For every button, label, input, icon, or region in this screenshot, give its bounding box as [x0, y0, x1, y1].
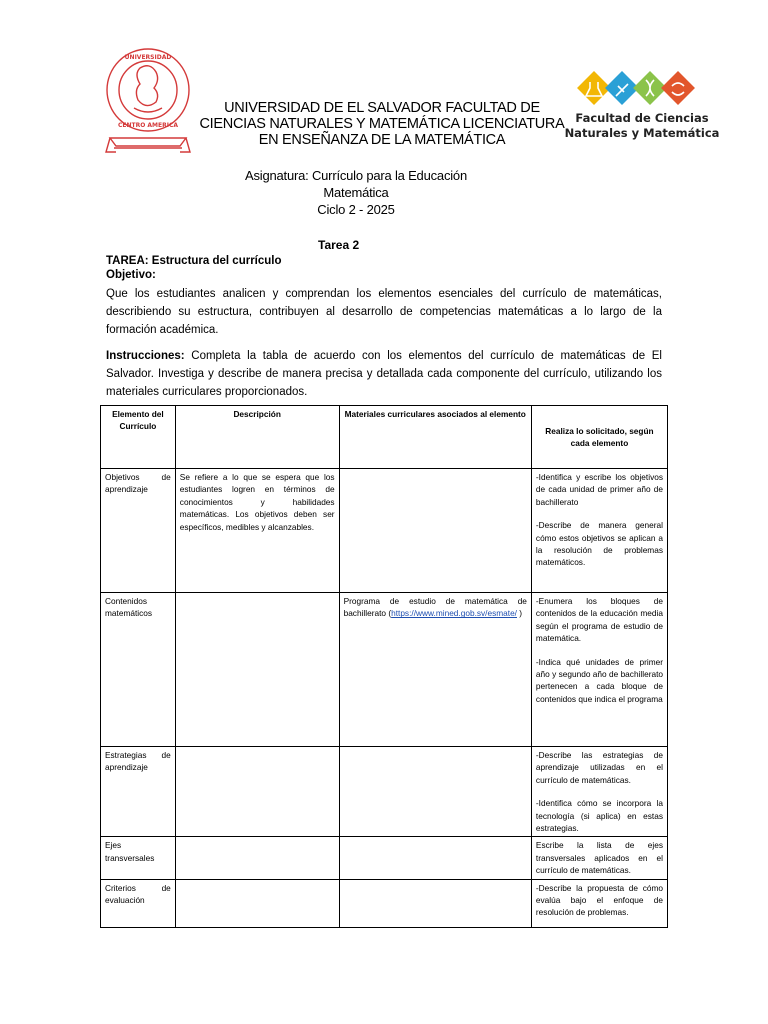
- faculty-name-line1: Facultad de Ciencias: [575, 111, 709, 125]
- header-materials: Materiales curriculares asociados al elemento: [339, 406, 531, 469]
- row-tasks: [531, 593, 667, 747]
- svg-text:UNIVERSIDAD: UNIVERSIDAD: [124, 54, 172, 61]
- row-tasks: [531, 747, 667, 837]
- subject-block: [240, 167, 472, 218]
- task-item: -Describe de manera general cómo estos objetivos se aplican a la resolución de problemas matemáticos.: [535, 520, 663, 568]
- task-item: -Enumera los bloques de contenidos de la educación media según el programa de estudio de matemática.: [535, 596, 663, 644]
- header-tasks-label: Realiza lo solicitado, según cada elemento: [545, 425, 654, 448]
- row-materials[interactable]: [339, 879, 531, 927]
- instructions-text: Completa la tabla de acuerdo con los elementos del currículo de matemáticas de El Salvador. Investiga y describe de manera precisa y detallada cada componente del currículo, utilizando los materiales curriculares proporcionados.: [106, 350, 662, 398]
- header-tasks: [531, 406, 667, 469]
- task-item: Escribe la lista de ejes transversales aplicados en el currículo de matemáticas.: [535, 840, 663, 876]
- materials-text: Programa de estudio de matemática de bachillerato: [343, 596, 527, 619]
- row-element: Contenidos matemáticos: [101, 593, 176, 747]
- curriculum-table: [100, 405, 668, 928]
- task-item: -Indica qué unidades de primer año y segundo año de bachillerato pertenecen a cada bloque de contenidos que indica el programa: [535, 656, 663, 704]
- instructions-label: Instrucciones:: [106, 350, 185, 362]
- header-description: Descripción: [175, 406, 339, 469]
- row-tasks: [531, 879, 667, 927]
- task-title: TAREA: Estructura del currículo: [106, 255, 282, 267]
- faculty-name: [562, 111, 722, 141]
- row-description[interactable]: [175, 837, 339, 879]
- table-row: [101, 879, 668, 927]
- table-row: [101, 593, 668, 747]
- table-row: [101, 469, 668, 593]
- table-row: [101, 837, 668, 879]
- faculty-name-line2: Naturales y Matemática: [564, 126, 720, 140]
- row-element: Criterios de evaluación: [101, 879, 176, 927]
- svg-text:CENTRO AMERICA: CENTRO AMERICA: [117, 122, 179, 129]
- task-item: -Describe la propuesta de cómo evalúa bajo el enfoque de resolución de problemas.: [535, 882, 663, 918]
- row-element: Ejes transversales: [101, 837, 176, 879]
- row-materials: Programa de estudio de matemática de bachillerato (https://www.mined.gob.sv/esmate/ ): [339, 593, 531, 747]
- objective-label: Objetivo:: [106, 269, 156, 281]
- subject-label: Asignatura:: [244, 168, 309, 183]
- objective-text: Que los estudiantes analicen y comprendan los elementos esenciales del currículo de matemáticas, describiendo su estructura, contribuyen al desarrollo de competencias matemáticas a lo largo de la formación académica.: [106, 288, 662, 336]
- row-element: Estrategias de aprendizaje: [101, 747, 176, 837]
- row-description[interactable]: [175, 879, 339, 927]
- subject-name: Currículo para la Educación Matemática: [311, 168, 467, 200]
- instructions-paragraph: [106, 347, 662, 401]
- task-item: -Identifica y escribe los objetivos de cada unidad de primer año de bachillerato: [535, 472, 663, 507]
- row-tasks: [531, 837, 667, 879]
- university-seal-logo: [104, 46, 192, 162]
- esmate-link[interactable]: https://www.mined.gob.sv/esmate/: [391, 608, 517, 619]
- task-item: -Identifica cómo se incorpora la tecnología (si aplica) en estas estrategias.: [535, 798, 663, 834]
- row-materials[interactable]: [339, 837, 531, 879]
- subject-cycle: Ciclo 2 - 2025: [317, 202, 395, 217]
- row-description[interactable]: [175, 593, 339, 747]
- task-item: -Describe las estrategias de aprendizaje utilizadas en el currículo de matemáticas.: [535, 750, 663, 785]
- table-header-row: [101, 406, 668, 469]
- header-element: Elemento del Currículo: [101, 406, 176, 469]
- row-description: Se refiere a lo que se espera que los estudiantes logren en términos de conocimientos y habilidades matemáticas. Los objetivos deben ser específicos, medibles y alcanzables.: [175, 469, 339, 593]
- row-materials[interactable]: [339, 469, 531, 593]
- row-description[interactable]: [175, 747, 339, 837]
- university-header: UNIVERSIDAD DE EL SALVADOR FACULTAD DE CIENCIAS NATURALES Y MATEMÁTICA LICENCIATURA EN ENSEÑANZA DE LA MATEMÁTICA: [199, 100, 565, 148]
- task-number: Tarea 2: [318, 238, 360, 252]
- table-row: [101, 747, 668, 837]
- row-tasks: [531, 469, 667, 593]
- row-materials[interactable]: [339, 747, 531, 837]
- row-element: Objetivos de aprendizaje: [101, 469, 176, 593]
